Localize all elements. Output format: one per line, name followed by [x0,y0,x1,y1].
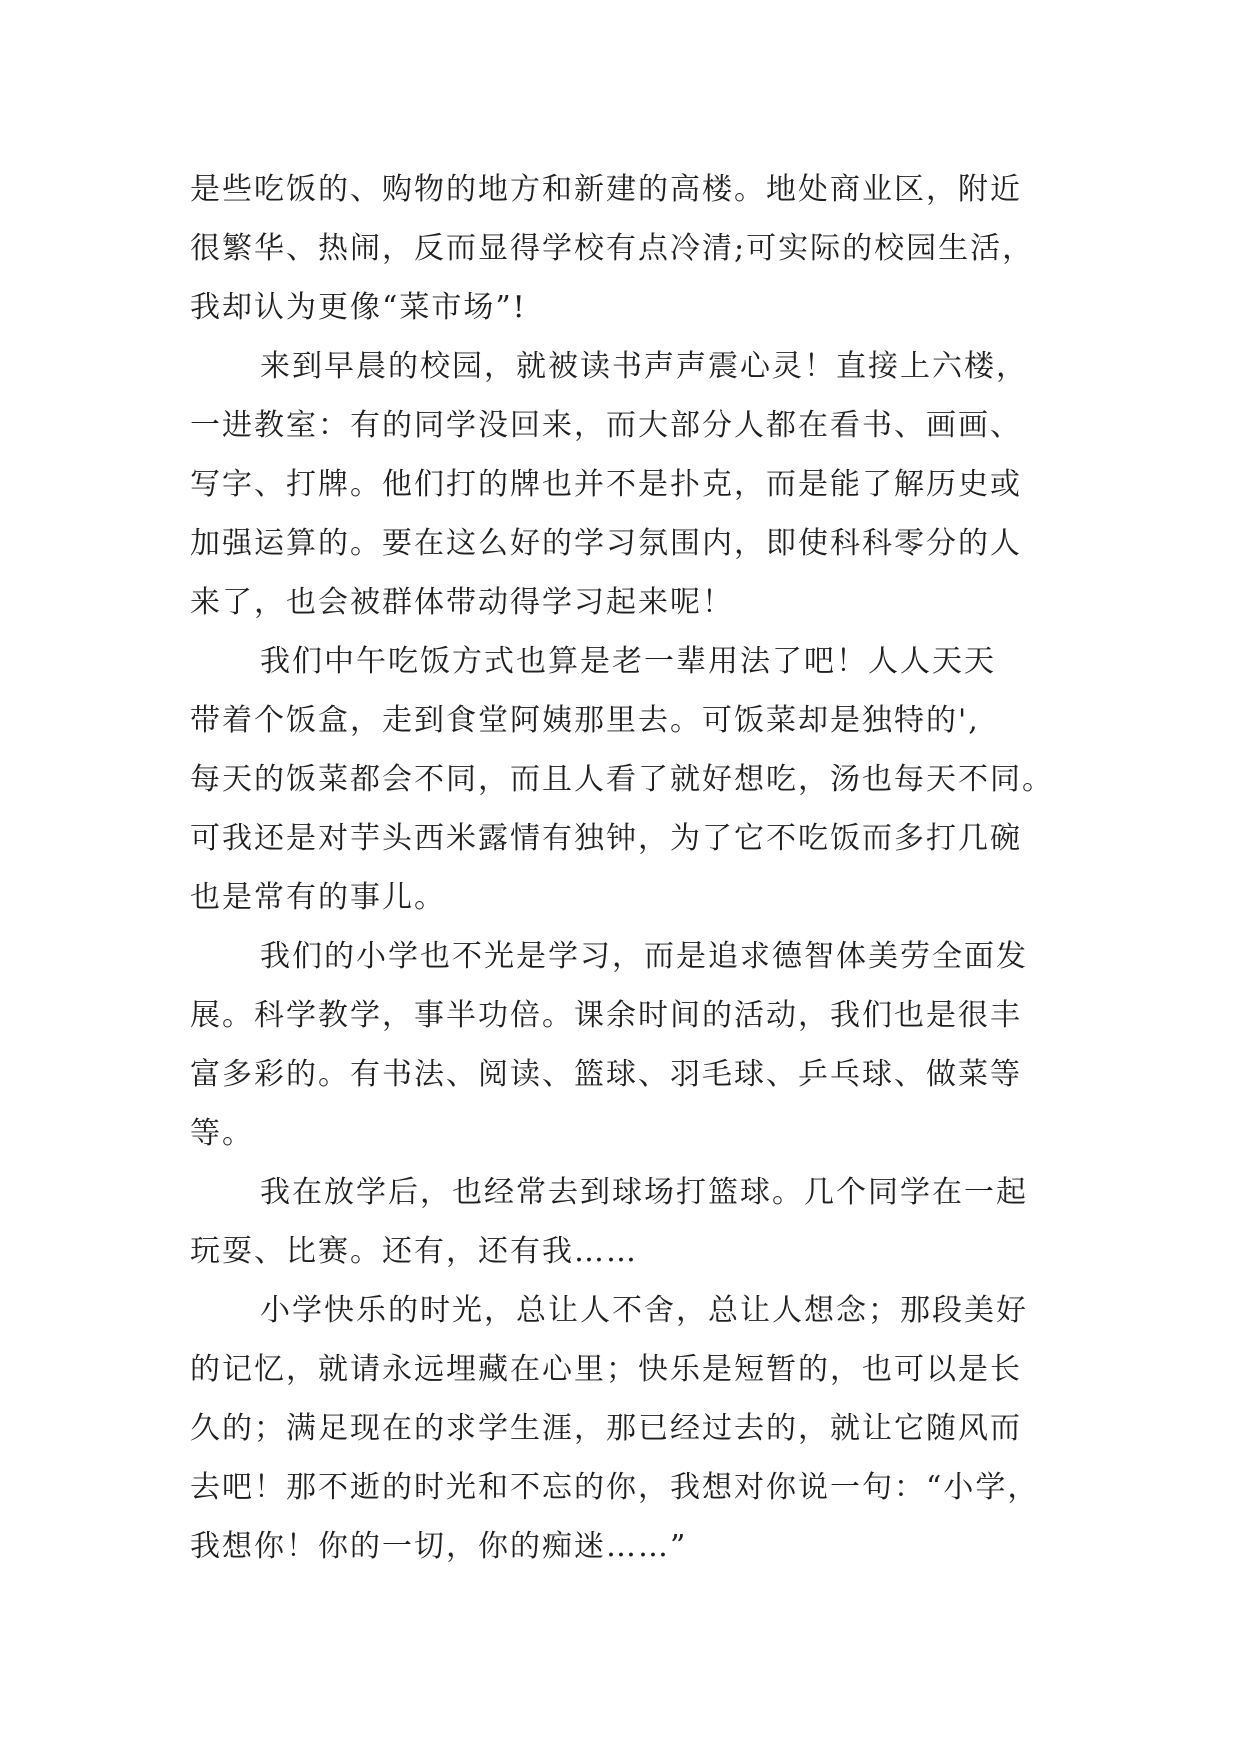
text-line: 带着个饭盒，走到食堂阿姨那里去。可饭菜却是独特的', [190,703,980,738]
paragraph [190,1281,1050,1576]
text-line: 来了，也会被群体带动得学习起来呢！ [190,585,734,620]
paragraph [190,1163,1050,1281]
text-line: 写字、打牌。他们打的牌也并不是扑克，而是能了解历史或 [190,467,1022,502]
paragraph [190,337,1050,632]
text-line: 很繁华、热闹，反而显得学校有点冷清;可实际的校园生活， [190,231,1035,266]
paragraph [190,927,1050,1163]
text-line: 我们中午吃饭方式也算是老一辈用法了吧！人人天天 [260,644,996,679]
text-line: 是些吃饭的、购物的地方和新建的高楼。地处商业区，附近 [190,172,1022,207]
text-line: 富多彩的。有书法、阅读、篮球、羽毛球、乒乓球、做菜等 [190,1057,1022,1092]
paragraph [190,632,1054,927]
text-line: 也是常有的事儿。 [190,880,446,915]
text-line: 来到早晨的校园，就被读书声声震心灵！直接上六楼， [260,349,1028,384]
text-line: 去吧！那不逝的时光和不忘的你，我想对你说一句：“小学， [190,1470,1040,1505]
text-line: 我们的小学也不光是学习，而是追求德智体美劳全面发 [260,939,1028,974]
paragraph [190,160,1050,337]
text-line: 我在放学后，也经常去到球场打篮球。几个同学在一起 [260,1175,1028,1210]
text-line: 我想你！你的一切，你的痴迷……” [190,1529,688,1564]
text-line: 久的；满足现在的求学生涯，那已经过去的，就让它随风而 [190,1411,1022,1446]
text-line: 可我还是对芋头西米露情有独钟，为了它不吃饭而多打几碗 [190,821,1022,856]
document-page [190,160,1054,1576]
text-line: 展。科学教学，事半功倍。课余时间的活动，我们也是很丰 [190,998,1022,1033]
text-line: 玩耍、比赛。还有，还有我…… [190,1234,638,1269]
text-line: 加强运算的。要在这么好的学习氛围内，即使科科零分的人 [190,526,1022,561]
text-line: 每天的饭菜都会不同，而且人看了就好想吃，汤也每天不同。 [190,762,1054,797]
text-line: 等。 [190,1116,254,1151]
text-line: 小学快乐的时光，总让人不舍，总让人想念；那段美好 [260,1293,1028,1328]
text-line: 一进教室：有的同学没回来，而大部分人都在看书、画画、 [190,408,1022,443]
text-line: 我却认为更像“菜市场”! [190,290,527,325]
text-line: 的记忆，就请永远埋藏在心里；快乐是短暂的，也可以是长 [190,1352,1022,1387]
